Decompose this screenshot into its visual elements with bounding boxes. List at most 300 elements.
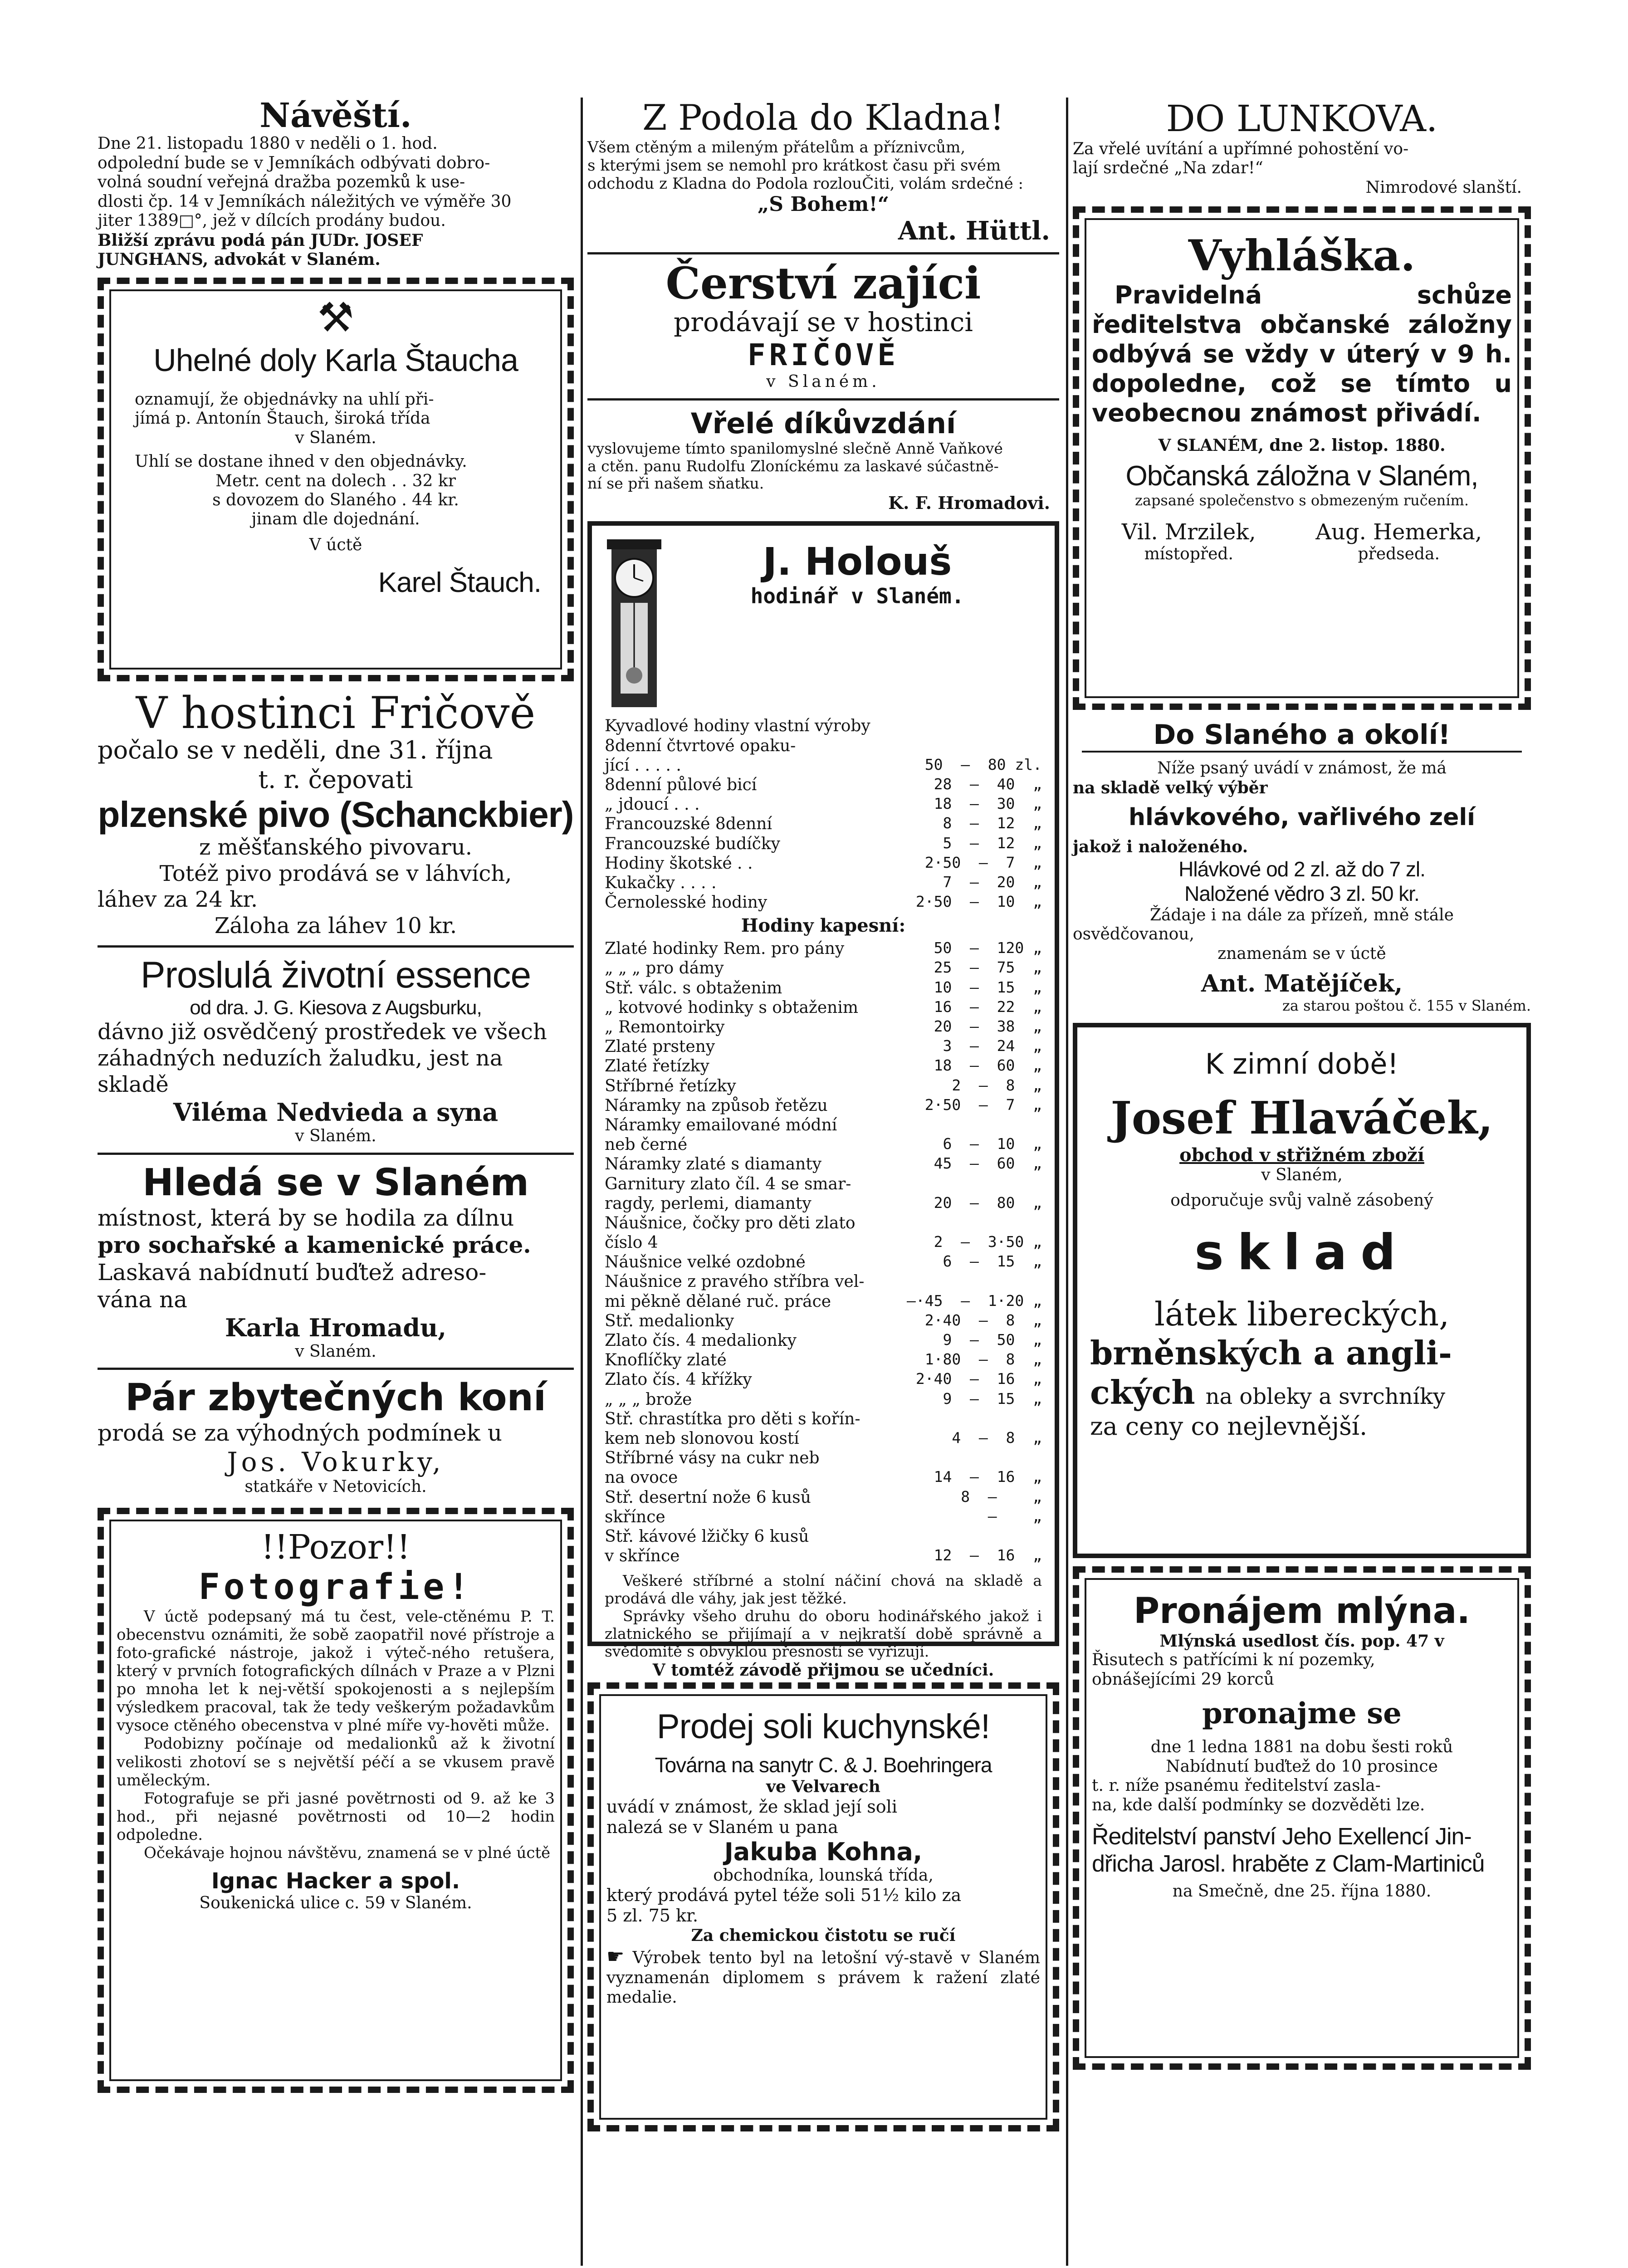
text-line: na obleky a svrchníky	[1205, 1383, 1446, 1409]
ad-name: Karla Hromadu,	[225, 1313, 447, 1342]
price-item-name: Stř. medalionky	[605, 1311, 734, 1330]
price-row	[605, 1174, 1042, 1194]
ad-title: Čerství zajíci	[665, 258, 981, 309]
price-item-name: Kukačky . . . .	[605, 873, 717, 892]
text-paragraph: Výrobek tento byl na letošní vý-stavě v Slaném vyznamenán diplomem s právem k ražení zlaté medalie.	[606, 1949, 1040, 2007]
price-item-name: Náramky zlaté s diamanty	[605, 1155, 822, 1174]
price-item-price	[901, 1213, 1042, 1233]
price-item-name: Stříbrné vásy na cukr neb	[605, 1449, 820, 1468]
price-item-price: 2·50 — 7 „	[924, 1095, 1042, 1114]
text-line: dlosti čp. 14 v Jemníkách náležitých ve výměře 30	[98, 192, 512, 211]
signature-name: Aug. Hemerka,	[1315, 519, 1482, 545]
text-line: ckých	[1090, 1373, 1195, 1412]
text-line: prodávají se v hostinci	[674, 307, 973, 338]
text-line: v Slaném,	[1261, 1165, 1343, 1184]
text-line: Řisutech s patřícími k ní pozemky,	[1092, 1651, 1375, 1670]
price-item-name: Stříbrné řetízky	[605, 1076, 736, 1095]
price-item-name: Hodiny škotské . .	[605, 854, 753, 873]
ad-hleda	[98, 1161, 574, 1361]
ad-body	[1092, 1738, 1512, 1815]
text-line: který prodává pytel téže soli 51½ kilo za	[606, 1885, 962, 1905]
ad-title: V hostinci Fričově	[136, 687, 536, 738]
price-item-name: ragdy, perlemi, diamanty	[605, 1194, 812, 1213]
price-item-name: Zlaté řetízky	[605, 1057, 709, 1076]
price-item-price: 6 — 10 „	[943, 1135, 1042, 1153]
price-item-name: Náušnice, čočky pro děti zlato	[605, 1213, 856, 1232]
ad-title: Vyhláška.	[1188, 231, 1416, 281]
price-row	[605, 1135, 1042, 1154]
price-item-price	[901, 1527, 1042, 1546]
price-list	[605, 716, 1042, 912]
column-right	[1073, 98, 1531, 2070]
ad-fotografie	[98, 1508, 574, 2093]
text-line: Záloha za láhev 10 kr.	[214, 913, 457, 938]
price-item-price: 8 — 12 „	[943, 814, 1042, 832]
price-item-name: Zlaté prsteny	[605, 1037, 715, 1056]
text-line: místnost, která by se hodila za dílnu	[98, 1204, 514, 1231]
text-line: pro sochařské a kamenické práce.	[98, 1231, 531, 1258]
text-line: Laskavá nabídnutí buďtež adreso-	[98, 1259, 487, 1286]
price-item-price	[901, 716, 1042, 736]
price-row	[605, 1115, 1042, 1135]
price-item-price: 7 — 20 „	[943, 873, 1042, 891]
ad-name: Jos. Vokurky,	[227, 1447, 445, 1478]
text-line: od dra. J. G. Kiesova z Augsburku,	[190, 997, 482, 1019]
ad-greeting: „S Bohem!“	[757, 193, 890, 216]
price-row	[605, 1527, 1042, 1546]
price-item-price: 28 — 40 „	[934, 775, 1042, 793]
price-item-name: jící . . . . .	[605, 756, 681, 775]
ad-firm: Viléma Nedvieda a syna	[173, 1098, 499, 1127]
ad-sul	[587, 1682, 1059, 2131]
price-item-price: — „	[988, 1507, 1042, 1525]
ad-title: !!Pozor!!	[261, 1527, 411, 1567]
signatures	[1092, 519, 1512, 564]
price-item-price: 8 — „	[961, 1487, 1042, 1505]
column-left	[98, 98, 574, 2093]
price-row	[605, 1252, 1042, 1272]
ad-podola	[587, 98, 1059, 246]
ad-title: Do Slaného a okolí!	[1082, 719, 1522, 753]
price-row	[605, 795, 1042, 814]
text-line: jímá p. Antonín Štauch, široká třída	[135, 409, 430, 428]
ad-body	[98, 134, 574, 269]
text-line: Bližší zprávu podá pán JUDr. JOSEF	[98, 230, 423, 250]
price-item-price	[901, 1409, 1042, 1429]
price-item-name: Náušnice z pravého stříbra vel-	[605, 1272, 865, 1291]
ad-firm: Továrna na sanytr C. & J. Boehringera	[655, 1753, 992, 1777]
ad-uhelne-doly	[98, 278, 574, 681]
ad-headline: plzenské pivo (Schanckbier)	[98, 794, 574, 835]
price-item-name: Stř. kávové lžičky 6 kusů	[605, 1527, 809, 1546]
price-item-price: 5 — 12 „	[943, 834, 1042, 852]
price-item-price: 12 — 16 „	[934, 1546, 1042, 1564]
text-line: vyslovujeme tímto spanilomyslné slečně Anně Vaňkové	[587, 439, 1003, 457]
price-row	[605, 1350, 1042, 1370]
price-item-price: 2·50 — 7 „	[924, 853, 1042, 871]
price-item-price: 1·80 — 8 „	[924, 1350, 1042, 1369]
signature-role: předseda.	[1358, 544, 1440, 563]
price-item-name: neb černé	[605, 1135, 688, 1154]
price-item-price: 2 — 3·50 „	[934, 1233, 1042, 1251]
price-list	[605, 939, 1042, 1566]
text-line: na skladě velký výběr	[1073, 778, 1268, 797]
ad-office: dřicha Jarosl. hraběte z Clam-Martiniců	[1092, 1851, 1485, 1877]
ad-signature: Nimrodové slanští.	[1365, 178, 1522, 197]
ad-navesti	[98, 98, 574, 269]
price-row	[605, 854, 1042, 873]
text-line: prodá se za výhodných podmínek u	[98, 1420, 502, 1447]
price-item-name: „ Remontoirky	[605, 1018, 725, 1037]
ad-headline: sklad	[1194, 1224, 1409, 1281]
price-row	[605, 1390, 1042, 1409]
ad-signature: K. F. Hromadovi.	[888, 493, 1050, 513]
ad-body	[1073, 759, 1531, 797]
price-item-price	[901, 1174, 1042, 1194]
ad-body	[98, 1204, 574, 1313]
price-item-price	[901, 1448, 1042, 1468]
price-item-price: 18 — 30 „	[934, 795, 1042, 813]
price-item-name: Stř. desertní nože 6 kusů	[605, 1488, 811, 1507]
text-line: jakož i naloženého.	[1073, 837, 1248, 857]
price-row	[605, 775, 1042, 795]
ad-subtitle: hodinář v Slaném.	[750, 584, 964, 609]
ad-title: K zimní době!	[1205, 1047, 1399, 1080]
text-line: znamenám se v úctě	[1217, 944, 1386, 963]
text-line: na, kde další podmínky se dozvěděti lze.	[1092, 1795, 1425, 1814]
price-item-price	[901, 1115, 1042, 1135]
text-line: Uhlí se dostane ihned v den objednávky.	[135, 452, 467, 471]
text-paragraph: Očekávaje hojnou návštěvu, znamená se v plné úctě	[144, 1844, 551, 1862]
price-item-price: 50 — 80 zl.	[924, 755, 1042, 773]
price-item-name: Garnitury zlato číl. 4 se smar-	[605, 1174, 851, 1193]
price-item-name: Stř. válc. s obtaženim	[605, 978, 782, 997]
text-paragraph: Veškeré stříbrné a stolní náčiní chová na skladě a prodává dle váhy, jak jest těžké.	[605, 1572, 1042, 1608]
ad-body	[98, 1019, 574, 1098]
price-row	[605, 978, 1042, 998]
column-rule	[1066, 98, 1068, 2266]
text-line: s kterými jsem se nemohl pro krátkost času při svém	[587, 156, 1001, 175]
ad-body	[587, 440, 1059, 493]
price-item-price: 2 — 8 „	[952, 1076, 1042, 1094]
price-item-name: Náušnice velké ozdobné	[605, 1253, 806, 1272]
text-line: a ctěn. panu Rudolfu Zloníckému za laskavé súčastně-	[587, 457, 999, 475]
price-row	[605, 1507, 1042, 1527]
ad-zajici	[587, 258, 1059, 391]
text-line: jinam dle dojednání.	[251, 510, 420, 529]
price-row	[605, 1448, 1042, 1468]
ad-body	[605, 1572, 1042, 1661]
text-line: V tomtéž závodě přijmou se učedníci.	[652, 1660, 994, 1680]
text-line: dávno již osvědčený prostředek ve všech	[98, 1019, 547, 1045]
price-item-price: 2·40 — 16 „	[915, 1370, 1042, 1388]
ad-title: J. Holouš	[763, 539, 952, 584]
price-row	[605, 1056, 1042, 1076]
pendulum-clock-icon	[605, 539, 664, 712]
text-paragraph: Podobizny počínaje od medalionků až k životní velikosti zhotoví se s největší péčí a se vkusem pravě uměleckým.	[117, 1735, 555, 1789]
ad-signature: Karel Štauch.	[378, 567, 541, 599]
price-row	[605, 1213, 1042, 1233]
text-line: Dne 21. listopadu 1880 v neděli o 1. hod.	[98, 134, 438, 153]
text-line: dne 1 ledna 1881 na dobu šesti roků	[1150, 1738, 1453, 1757]
ad-org: Občanská záložna v Slaném,	[1125, 460, 1478, 492]
text-line: Nabídnutí buďtež do 10 prosince	[1166, 1757, 1438, 1776]
ad-firm: FRIČOVĚ	[747, 337, 900, 373]
text-line: Níže psaný uvádí v známost, že má	[1157, 759, 1447, 778]
text-line: odchodu z Kladna do Podola rozlouČiti, volám srdečné :	[587, 175, 1024, 193]
price-item-name: Náramky na způsob řetězu	[605, 1096, 828, 1115]
price-item-price: 4 — 8 „	[952, 1428, 1042, 1447]
ad-title: Návěští.	[259, 96, 412, 135]
price-item-price	[901, 1272, 1042, 1291]
price-item-price: 14 — 16 „	[934, 1468, 1042, 1486]
ad-title: Pronájem mlýna.	[1133, 1590, 1471, 1632]
price-item-price: 9 — 50 „	[943, 1331, 1042, 1349]
signature-name: Vil. Mrzilek,	[1121, 519, 1256, 545]
ad-name: Jakuba Kohna,	[724, 1837, 923, 1866]
ad-title: Vřelé díkůvzdání	[690, 406, 956, 440]
price-row	[605, 1037, 1042, 1056]
ad-title: DO LUNKOVA.	[1166, 98, 1438, 140]
text-line: v Slaném.	[766, 372, 880, 391]
ad-body	[1073, 140, 1531, 178]
ad-lunkov	[1073, 98, 1531, 197]
price-item-name: „ „ „ brože	[605, 1390, 692, 1409]
price-item-name: na ovoce	[605, 1468, 678, 1487]
ad-body	[1090, 1295, 1514, 1442]
text-line: t. r. čepovati	[258, 765, 413, 794]
price-row	[605, 716, 1042, 736]
price-row	[605, 834, 1042, 854]
ad-body	[117, 390, 555, 555]
text-line: 5 zl. 75 kr.	[606, 1905, 699, 1926]
divider	[98, 1368, 574, 1370]
ad-name: Ant. Matějíček,	[1201, 970, 1403, 998]
text-line: nalezá se v Slaném u pana	[606, 1817, 838, 1837]
price-item-price: 18 — 60 „	[934, 1056, 1042, 1075]
ad-body	[1092, 1632, 1512, 1689]
text-line: Všem ctěným a mileným přátelům a příznivcům,	[587, 138, 966, 156]
text-paragraph: Správky všeho druhu do oboru hodinářského jakož i zlatnického se přijímají a v nejkratší době správně a svědomitě s obvyklou přesností se vyřizují.	[605, 1607, 1042, 1661]
text-line: obchod v střižném zboží	[1179, 1144, 1424, 1166]
price-item-name: 8denní půlové bicí	[605, 775, 757, 794]
text-line: Za chemickou čistotu se ručí	[691, 1926, 956, 1945]
text-line: t. r. níže psanému ředitelství zasla-	[1092, 1776, 1381, 1795]
text-line: látek libereckých,	[1154, 1295, 1449, 1333]
ad-subtitle: Fotografie!	[198, 1566, 473, 1608]
price-item-price: 16 — 22 „	[934, 997, 1042, 1016]
text-line: odporučuje svůj valně zásobený	[1170, 1191, 1433, 1210]
price-item-price	[901, 736, 1042, 756]
hammers-icon: ⚒	[317, 293, 354, 342]
text-line: Za vřelé uvítání a upřímné pohostění vo-	[1073, 140, 1409, 158]
price-item-name: Francouzské 8denní	[605, 815, 772, 834]
price-row	[605, 814, 1042, 834]
text-line: volná soudní veřejná dražba pozemků k use-	[98, 173, 465, 192]
text-line: zapsané společenstvo s obmezeným ručením.	[1135, 491, 1469, 509]
text-line: záhadných neduzích žaludku, jest na	[98, 1046, 503, 1071]
ad-office: Ředitelství panství Jeho Exellencí Jin-	[1092, 1823, 1472, 1850]
text-paragraph: V úctě podepsaný má tu čest, vele-ctěnému P. T. obecenstvu oznámiti, že sobě zaopatřil nové přístroje a foto-grafické nástroje, jakož i výteč-ného retušera, který v prvních fotografických dílnách v Praze a v Plzni po mnoha let k nej-větší spokojenosti a s nejlepším výsledkem pracoval, tak že tedy veškerým požadavkům vysoce ctěného obecenstva v plné míře vy-hověti může.	[117, 1607, 555, 1735]
ad-body	[606, 1885, 1040, 1926]
ad-name: Josef Hlaváček,	[1110, 1092, 1493, 1144]
price-item-name: v skřínce	[605, 1547, 680, 1566]
price-item-name: kem neb slonovou kostí	[605, 1429, 799, 1448]
text-paragraph: Fotografuje se při jasné povětrnosti od 9. až ke 3 hod., při nejasné povětrnosti od 10—2 hodin odpoledne.	[117, 1789, 555, 1844]
price-item-price: 10 — 15 „	[934, 978, 1042, 996]
price-item-name: „ „ „ pro dámy	[605, 959, 724, 978]
ad-title: Z Podola do Kladna!	[642, 98, 1004, 138]
text-line: za starou poštou č. 155 v Slaném.	[1282, 997, 1531, 1015]
price-line: Hlávkové od 2 zl. až do 7 zl.	[1178, 857, 1425, 881]
ad-title: Prodej soli kuchynské!	[656, 1707, 990, 1746]
text-line: vána na	[98, 1286, 187, 1313]
text-line: v Slaném.	[295, 1342, 376, 1361]
price-item-price: 3 — 24 „	[943, 1037, 1042, 1055]
price-item-name: číslo 4	[605, 1233, 658, 1252]
price-item-price: 9 — 15 „	[943, 1389, 1042, 1408]
price-item-price: 6 — 15 „	[943, 1252, 1042, 1271]
price-row	[605, 1409, 1042, 1429]
text-line: Žádaje i na dále za přízeň, mně stále	[1150, 905, 1454, 924]
text-line: Metr. cent na dolech . . 32 kr	[215, 471, 456, 490]
text-line: z měšťanského pivovaru.	[199, 835, 473, 860]
ad-holous	[587, 521, 1059, 1680]
pointing-hand-icon: ☛	[606, 1945, 625, 1969]
price-item-name: Knoflíčky zlaté	[605, 1351, 727, 1370]
price-row	[605, 893, 1042, 912]
text-line: na Smečně, dne 25. října 1880.	[1172, 1882, 1432, 1901]
price-row	[605, 1076, 1042, 1096]
section-heading: Hodiny kapesní:	[741, 915, 906, 937]
price-line: Naložené vědro 3 zl. 50 kr.	[1184, 881, 1419, 905]
price-item-name: „ kotvové hodinky s obtaženim	[605, 998, 859, 1017]
ad-firm: Ignac Hacker a spol.	[211, 1868, 460, 1894]
text-line: za ceny co nejlevnější.	[1090, 1412, 1368, 1441]
column-middle	[587, 98, 1059, 2131]
text-line: skladě	[98, 1071, 169, 1097]
price-item-name: Kyvadlové hodiny vlastní výroby	[605, 717, 870, 736]
price-item-price: 20 — 80 „	[934, 1193, 1042, 1212]
text-line: jiter 1389□°, jež v dílcích prodány budou.	[98, 211, 446, 230]
price-item-name: Stř. chrastítka pro děti s kořín-	[605, 1409, 860, 1428]
price-row	[605, 1017, 1042, 1037]
ad-signature: Ant. Hüttl.	[898, 216, 1050, 246]
signature-role: místopřed.	[1144, 544, 1233, 563]
text-line: ní se při našem sňatku.	[587, 474, 764, 493]
price-row	[605, 1311, 1042, 1331]
price-row	[605, 756, 1042, 775]
divider	[587, 398, 1059, 401]
price-row	[605, 958, 1042, 978]
column-rule	[581, 98, 583, 2266]
price-item-name: Náramky emailované módní	[605, 1115, 837, 1134]
text-line: obchodníka, lounská třída,	[713, 1866, 934, 1885]
price-row	[605, 1488, 1042, 1507]
ad-essence	[98, 954, 574, 1146]
price-item-name: mi pěkně dělané ruč. práce	[605, 1292, 831, 1311]
ad-kone	[98, 1376, 574, 1496]
ad-zimni-doba	[1073, 1023, 1531, 1558]
text-line: oznamují, že objednávky na uhlí při-	[135, 390, 434, 409]
price-row	[605, 736, 1042, 756]
text-line: Soukenická ulice c. 59 v Slaném.	[199, 1894, 472, 1913]
ad-pronajem-mlyna	[1073, 1566, 1531, 2070]
ad-title: Pár zbytečných koní	[125, 1376, 547, 1420]
price-item-name: „ jdoucí . . .	[605, 795, 700, 814]
ad-title: Uhelné doly Karla Štaucha	[153, 342, 518, 378]
ad-body	[606, 1797, 1040, 1838]
ad-title: Hledá se v Slaném	[142, 1161, 529, 1204]
divider	[98, 945, 574, 948]
price-row	[605, 1194, 1042, 1213]
price-row	[605, 1096, 1042, 1115]
ad-headline: pronajme se	[1202, 1696, 1402, 1731]
price-row	[605, 1233, 1042, 1252]
price-row	[605, 1429, 1042, 1448]
price-row	[605, 939, 1042, 958]
text-line: počalo se v neděli, dne 31. října	[98, 736, 493, 765]
price-item-price: 50 — 120 „	[934, 939, 1042, 957]
text-line: osvědčovanou,	[1073, 925, 1194, 944]
price-row	[605, 1272, 1042, 1291]
divider	[98, 1153, 574, 1155]
ad-body	[117, 1608, 555, 1862]
ad-product: hlávkového, vařlivého zelí	[1129, 804, 1475, 831]
text-line: obnášejícími 29 korců	[1092, 1670, 1274, 1689]
divider	[587, 252, 1059, 254]
price-row	[605, 1331, 1042, 1350]
price-item-name: Zlaté hodinky Rem. pro pány	[605, 939, 845, 958]
price-item-price: 45 — 60 „	[934, 1154, 1042, 1173]
ad-body	[587, 138, 1059, 193]
ad-hostinec	[98, 687, 574, 939]
price-row	[605, 998, 1042, 1017]
text-line: V úctě	[309, 535, 362, 554]
ad-title: Proslulá životní essence	[140, 954, 531, 996]
price-item-price: 20 — 38 „	[934, 1017, 1042, 1036]
ad-vyhlaska	[1073, 206, 1531, 710]
price-item-name: skřínce	[605, 1507, 665, 1526]
price-row	[605, 873, 1042, 893]
text-line: odpolední bude se v Jemníkách odbývati dobro-	[98, 153, 490, 172]
text-line: V SLANÉM, dne 2. listop. 1880.	[1158, 436, 1446, 455]
text-line: ve Velvarech	[766, 1777, 880, 1797]
price-item-price: 25 — 75 „	[934, 958, 1042, 977]
price-row	[605, 1292, 1042, 1311]
price-item-price: 2·40 — 8 „	[924, 1311, 1042, 1329]
text-line: Totéž pivo prodává se v láhvích,	[159, 860, 512, 886]
price-item-price: 2·50 — 10 „	[915, 893, 1042, 911]
price-item-name: 8denní čtvrtové opaku-	[605, 736, 796, 755]
price-row	[605, 1468, 1042, 1487]
text-line: láhev za 24 kr.	[98, 887, 258, 913]
ad-do-slaneho	[1073, 719, 1531, 1015]
ad-body	[98, 835, 574, 939]
ad-body	[1073, 906, 1531, 944]
price-item-name: Zlato čís. 4 medalionky	[605, 1331, 797, 1350]
text-line: brněnských a angli-	[1090, 1334, 1452, 1373]
price-row	[605, 1546, 1042, 1566]
text-line: lají srdečné „Na zdar!“	[1073, 159, 1263, 178]
price-row	[605, 1154, 1042, 1174]
text-line: JUNGHANS, advokát v Slaném.	[98, 250, 381, 269]
text-line: Mlýnská usedlost čís. pop. 47 v	[1159, 1631, 1444, 1651]
text-line: uvádí v známost, že sklad její soli	[606, 1796, 897, 1817]
text-paragraph: Pravidelná schůze ředitelstva občanské záložny odbývá se vždy v úterý v 9 h. dopoledne, což se tímto u veobecnou známost přivádí.	[1092, 281, 1512, 427]
ad-dikuvzdani	[587, 407, 1059, 513]
text-line: statkáře v Netovicích.	[244, 1477, 427, 1496]
